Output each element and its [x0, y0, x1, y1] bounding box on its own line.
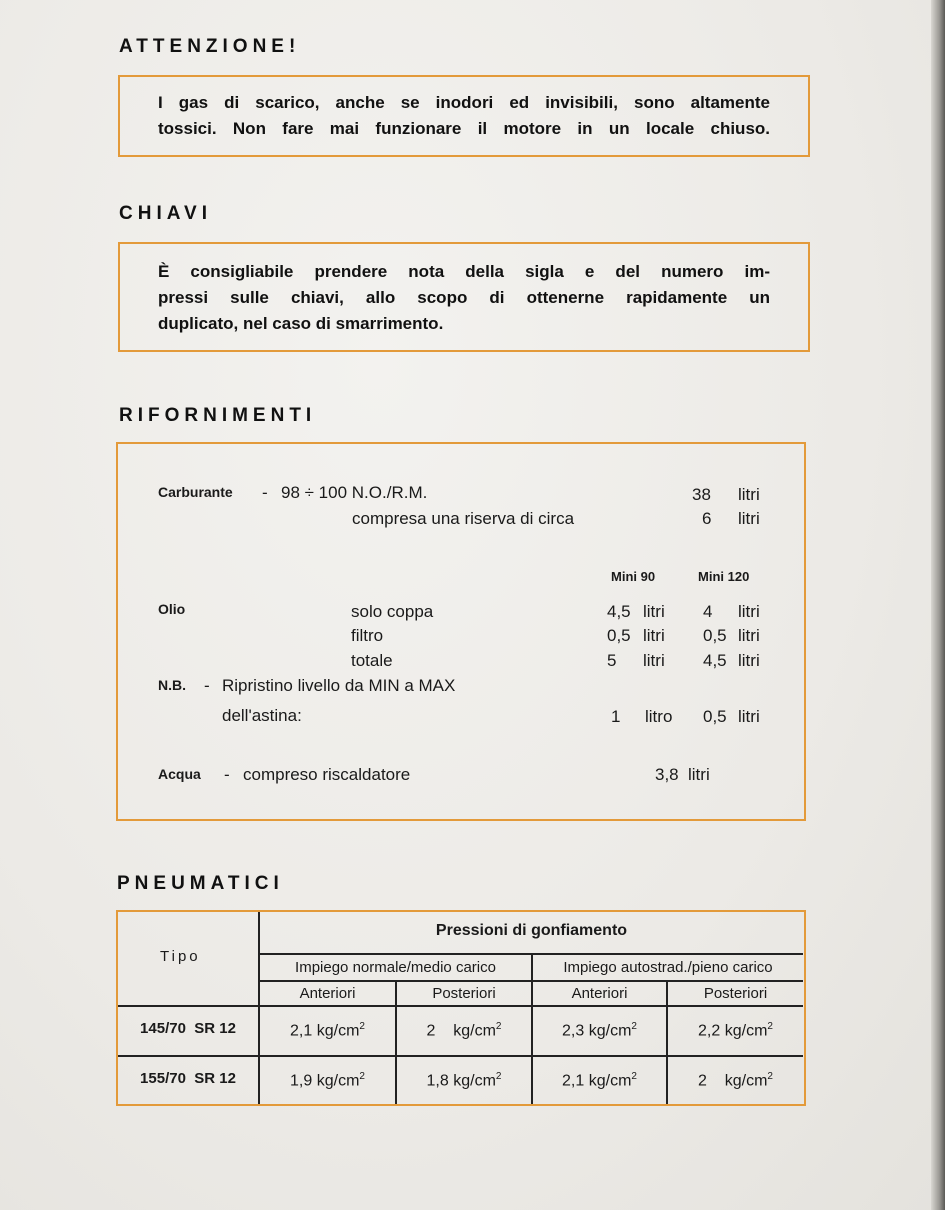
- table-divider: [258, 980, 803, 982]
- acqua-text: compreso riscaldatore: [243, 765, 411, 784]
- pressure-cell: 2 $kg/cm^2$: [426, 1021, 502, 1040]
- olio-row-m120: 0,5: [703, 626, 727, 645]
- olio-label: Olio: [158, 601, 186, 617]
- nb-dash: -: [204, 676, 210, 695]
- carburante-sub-unit: litri: [738, 509, 760, 528]
- pressure-cell: 1,9 $kg/cm^2$: [290, 1071, 365, 1090]
- col-mini90: Mini 90: [611, 569, 656, 584]
- olio-row-name: solo coppa: [351, 602, 434, 621]
- pressure-cell: 2,1 $kg/cm^2$: [290, 1021, 365, 1040]
- olio-row-m90: 5: [607, 651, 617, 670]
- posteriori-header: Posteriori: [432, 985, 496, 1002]
- olio-row-m120-unit: litri: [738, 651, 760, 670]
- nb-m90-unit: litro: [645, 707, 673, 726]
- attenzione-line-2: tossici. Non fare mai funzionare il motore in un locale chiuso.: [158, 119, 770, 138]
- tyre-row-tipo: 145/70 SR 12: [140, 1020, 236, 1037]
- chiavi-line-1: È consigliabile prendere nota della sigla e del numero im-: [158, 262, 770, 281]
- olio-row-name: filtro: [351, 626, 384, 645]
- nb-text-1: Ripristino livello da MIN a MAX: [222, 676, 456, 695]
- anteriori-header: Anteriori: [299, 985, 356, 1002]
- pressure-cell: 2 $kg/cm^2$: [698, 1071, 773, 1090]
- attenzione-text: [158, 90, 770, 142]
- acqua-unit: litri: [688, 765, 710, 784]
- nb-text-2: dell'astina:: [222, 706, 302, 725]
- acqua-dash: -: [224, 765, 230, 784]
- posteriori-header: Posteriori: [703, 985, 768, 1002]
- tipo-header: Tipo: [160, 948, 201, 965]
- chiavi-text: [158, 259, 770, 337]
- carburante-sub: compresa una riserva di circa: [352, 509, 575, 528]
- anteriori-header: Anteriori: [571, 985, 628, 1002]
- olio-row-name: totale: [351, 651, 393, 670]
- olio-row-m90-unit: litri: [643, 651, 665, 670]
- carburante-amount: 38: [692, 485, 711, 504]
- carburante-sub-amount: 6: [702, 509, 712, 528]
- olio-row-m90-unit: litri: [643, 602, 665, 621]
- nb-label: N.B.: [158, 677, 186, 693]
- olio-row-m90-unit: litri: [643, 626, 665, 645]
- nb-m90: 1: [611, 707, 621, 726]
- tyre-row-tipo: 155/70 SR 12: [140, 1070, 236, 1087]
- pressure-cell: 2,2 $kg/cm^2$: [698, 1021, 773, 1040]
- rifornimenti-heading: RIFORNIMENTI: [119, 405, 317, 426]
- pressioni-header: Pressioni di gonfiamento: [435, 922, 628, 939]
- carburante-spec: 98 ÷ 100 N.O./R.M.: [281, 483, 428, 502]
- olio-row-m120: 4: [703, 602, 713, 621]
- chiavi-line-2: pressi sulle chiavi, allo scopo di ottenerne rapidamente un: [158, 288, 770, 307]
- chiavi-line-3: duplicato, nel caso di smarrimento.: [158, 314, 444, 333]
- chiavi-heading: CHIAVI: [119, 203, 212, 224]
- carburante-dash: -: [262, 483, 268, 502]
- olio-row-m90: 4,5: [607, 602, 631, 621]
- nb-m120: 0,5: [703, 707, 727, 726]
- attenzione-line-1: I gas di scarico, anche se inodori ed invisibili, sono altamente: [158, 93, 770, 112]
- pressure-cell: 2,3 $kg/cm^2$: [562, 1021, 637, 1040]
- nb-m120-unit: litri: [738, 707, 760, 726]
- group-autostrada-header: Impiego autostrad./pieno carico: [563, 959, 773, 976]
- attenzione-heading: ATTENZIONE!: [119, 36, 301, 57]
- col-mini120: Mini 120: [698, 569, 750, 584]
- table-divider: [118, 1055, 803, 1057]
- olio-row-m120-unit: litri: [738, 602, 760, 621]
- olio-row-m120: 4,5: [703, 651, 727, 670]
- table-divider: [118, 1005, 803, 1007]
- carburante-unit: litri: [738, 485, 760, 504]
- olio-row-m120-unit: litri: [738, 626, 760, 645]
- group-normale-header: Impiego normale/medio carico: [295, 959, 496, 976]
- pneumatici-heading: PNEUMATICI: [117, 873, 284, 894]
- acqua-amount: 3,8: [655, 765, 679, 784]
- acqua-label: Acqua: [158, 766, 201, 782]
- page-edge: [931, 0, 945, 1210]
- carburante-label: Carburante: [158, 484, 233, 500]
- olio-row-m90: 0,5: [607, 626, 631, 645]
- pressure-cell: 2,1 $kg/cm^2$: [562, 1071, 637, 1090]
- pressure-cell: 1,8 $kg/cm^2$: [426, 1071, 502, 1090]
